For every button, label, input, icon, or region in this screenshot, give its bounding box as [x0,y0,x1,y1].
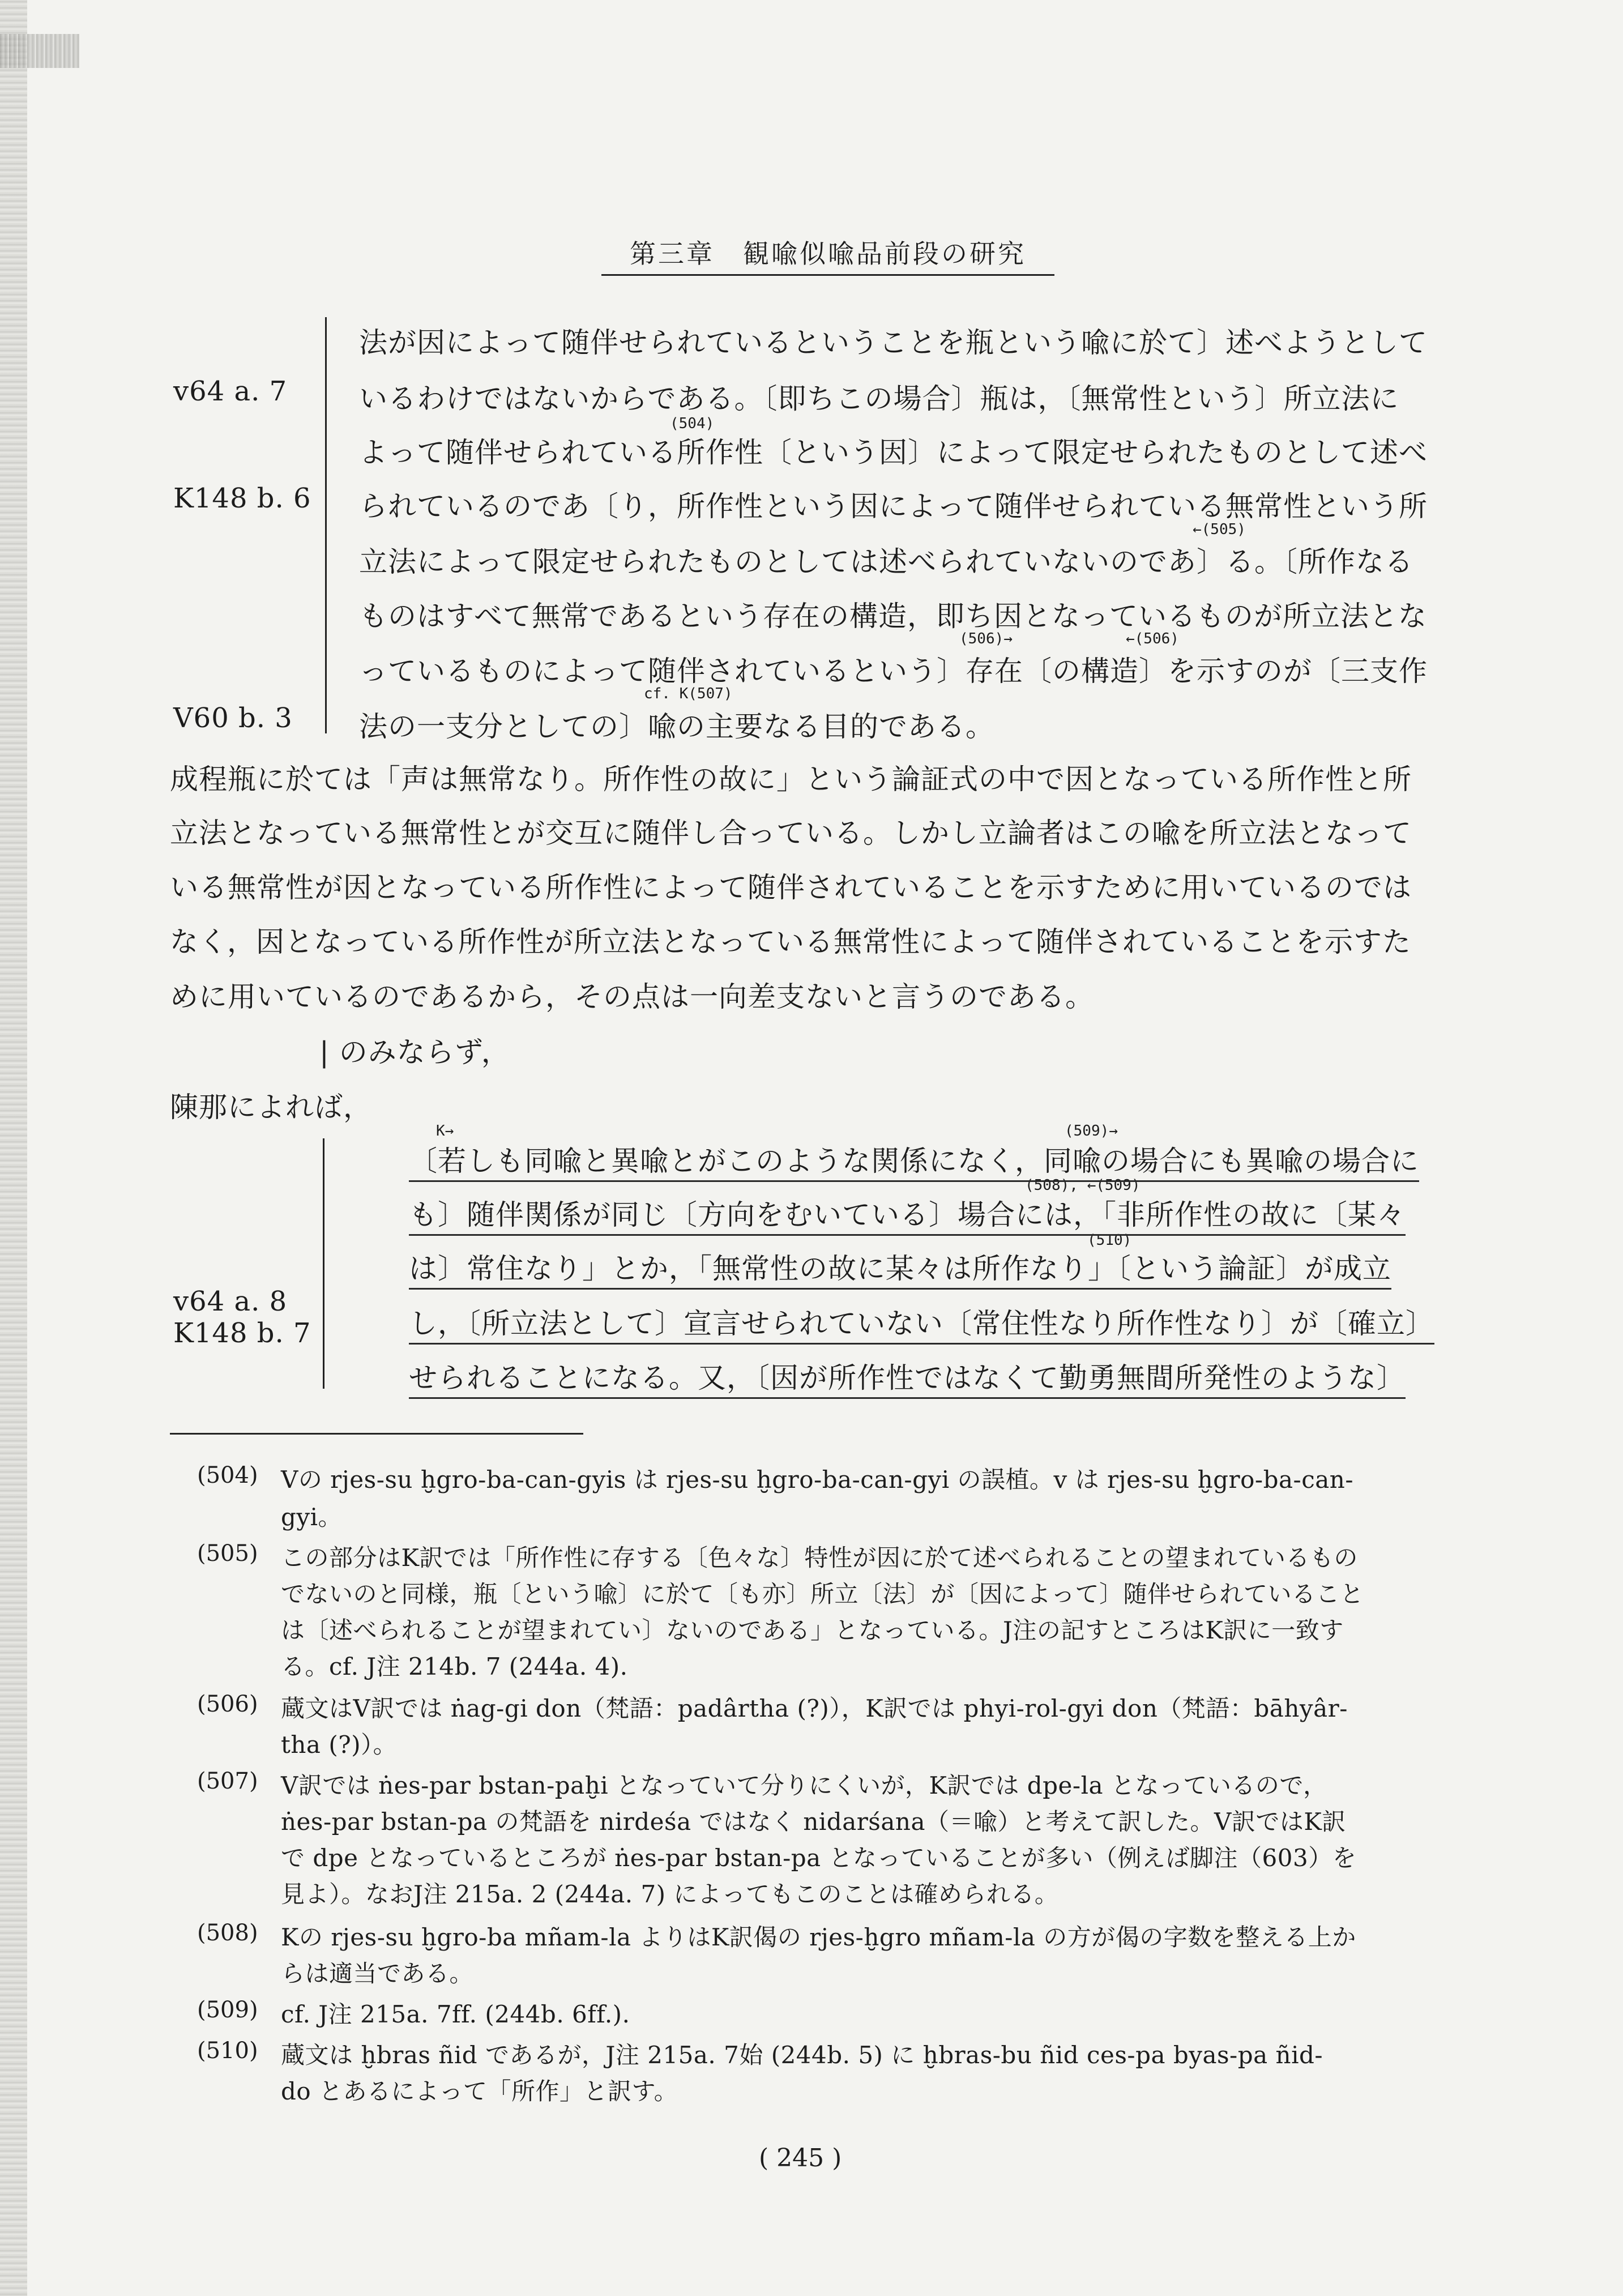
body-line-1: 成程瓶に於ては「声は無常なり。所作性の故に」という論証式の中で因となっている所作性と所 [170,763,1412,796]
footnote-ref-506a: (506)→ [959,630,1013,647]
footnote-507-line-2: ṅes-par bstan-pa の梵語を nirdeśa ではなく nidarśana（＝喩）と考えて訳した。V訳ではK訳 [281,1808,1346,1836]
block1-line-7: っているものによって随伴されているという〕存在〔の構造〕を示すのが〔三支作 [359,655,1428,688]
footnote-509-line-1: cf. J注 215a. 7ff. (244b. 6ff.). [281,2000,630,2028]
footnote-510-line-1: 蔵文は ḫbras ñid であるが，J注 215a. 7始 (244b. 5) に ḫbras-bu ñid ces-pa byas-pa ñid- [281,2041,1323,2069]
footnote-ref-510: (510) [1087,1232,1132,1249]
block1-line-2: いるわけではないからである。〔即ちこの場合〕瓶は，〔無常性という〕所立法に [359,382,1399,415]
footnote-505-line-4: る。cf. J注 214b. 7 (244a. 4). [281,1653,628,1680]
quote-line-1: 〔若しも同喩と異喩とがこのような関係になく，同喩の場合にも異喩の場合に [409,1138,1419,1182]
quote-line-4: し，〔所立法として〕宣言せられていない〔常住性なり所作性なり〕が〔確立〕 [409,1301,1434,1345]
footnote-rule [170,1433,583,1435]
footnote-ref-509: (509)→ [1065,1123,1118,1140]
margin-ref-v60b3: V60 b. 3 [173,702,293,734]
margin-ref-v64a7: v64 a. 7 [173,375,288,407]
quote-bar-2 [323,1138,324,1389]
body-line-2: 立法となっている無常性とが交互に随伴し合っている。しかし立論者はこの喩を所立法となって [170,817,1412,850]
footnote-507-line-1: V訳では ṅes-par bstan-paḫi となっていて分りにくいが，K訳では dpe-la となっているので， [281,1772,1327,1799]
chapter-header: 第三章 観喩似喩品前段の研究 [601,233,1054,276]
block1-line-1: 法が因によって随伴せられているということを瓶という喩に於て〕述べようとして [359,326,1428,359]
margin-ref-k148b6: K148 b. 6 [173,483,311,514]
block1-line-6: ものはすべて無常であるという存在の構造，即ち因となっているものが所立法とな [359,600,1427,633]
transition-line: | のみならず， [319,1036,510,1069]
footnote-505-line-1: この部分はK訳では「所作性に存する〔色々な〕特性が因に於て述べられることの望まれているもの [281,1544,1358,1572]
footnote-number-508: (508) [197,1920,258,1946]
block1-line-3: よって随伴せられている所作性〔という因〕によって限定せられたものとして述べ [359,436,1428,469]
footnote-507-line-3: で dpe となっているところが ṅes-par bstan-pa となっていることが多い（例えば脚注（603）を [281,1844,1357,1872]
footnote-number-510: (510) [197,2038,258,2064]
footnote-507-line-4: 見よ）。なおJ注 215a. 2 (244a. 7) によってもこのことは確められる。 [281,1880,1059,1908]
quote-line-3: は〕常住なり」とか，「無常性の故に某々は所作なり」〔という論証〕が成立 [409,1246,1391,1290]
footnote-508-line-1: Kの rjes-su ḫgro-ba mñam-la よりはK訳偈の rjes-ḫgro mñam-la の方が偈の字数を整える上か [281,1923,1356,1951]
block1-line-4: られているのであ〔り，所作性という因によって随伴せられている無常性という所 [359,490,1428,523]
footnote-506-line-2: tha (?)）。 [281,1731,398,1759]
footnote-ref-506b: ←(506) [1126,630,1179,647]
chenna-line: 陳那によれば， [170,1091,372,1124]
footnote-504-line-2: gyi。 [281,1503,343,1531]
footnote-number-504: (504) [197,1462,258,1488]
footnote-number-507: (507) [197,1768,258,1794]
footnote-ref-504: (504) [670,415,715,432]
footnote-ref-507: cf. K(507) [644,685,733,702]
block1-line-5: 立法によって限定せられたものとしては述べられていないのであ〕る。〔所作なる [359,545,1413,578]
scan-edge-mark [0,34,79,68]
footnote-504-line-1: Vの rjes-su ḫgro-ba-can-gyis は rjes-su ḫgro-ba-can-gyi の誤植。v は rjes-su ḫgro-ba-can- [281,1466,1354,1493]
body-line-5: めに用いているのであるから，その点は一向差支ないと言うのである。 [170,980,1094,1013]
footnote-510-line-2: do とあるによって「所作」と訳す。 [281,2077,678,2105]
page-number: ( 245 ) [759,2144,842,2173]
footnote-505-line-2: でないのと同様，瓶〔という喩〕に於て〔も亦〕所立〔法〕が〔因によって〕随伴せられていること [281,1580,1364,1608]
footnote-505-line-3: は〔述べられることが望まれてい〕ないのである」となっている。J注の記すところはK訳に一致す [281,1616,1344,1644]
k-arrow-marker: K→ [436,1123,454,1140]
footnote-number-506: (506) [197,1691,258,1717]
footnote-number-509: (509) [197,1997,258,2023]
quote-bar-1 [325,317,327,733]
margin-ref-v64a8: v64 a. 8 [173,1286,288,1317]
quote-line-5: せられることになる。又，〔因が所作性ではなくて勤勇無間所発性のような〕 [409,1355,1406,1399]
margin-ref-k148b7: K148 b. 7 [173,1317,311,1349]
block1-line-8: 法の一支分としての〕喩の主要なる目的である。 [359,710,994,743]
quote-line-2: も〕随伴関係が同じ〔方向をむいている〕場合には，「非所作性の故に〔某々 [409,1192,1406,1236]
footnote-ref-505: ←(505) [1193,521,1246,538]
footnote-number-505: (505) [197,1540,258,1567]
body-line-3: いる無常性が因となっている所作性によって随伴されていることを示すために用いているのでは [170,871,1412,904]
footnote-ref-508: (508), ←(509) [1025,1177,1141,1194]
body-line-4: なく，因となっている所作性が所立法となっている無常性によって随伴されていることを示すた [170,925,1411,958]
footnote-508-line-2: らは適当である。 [281,1960,474,1987]
footnote-506-line-1: 蔵文はV訳では ṅag-gi don（梵語：padârtha (?)），K訳では phyi-rol-gyi don（梵語：bāhyâr- [281,1695,1348,1722]
book-spine-shadow [0,0,27,2296]
